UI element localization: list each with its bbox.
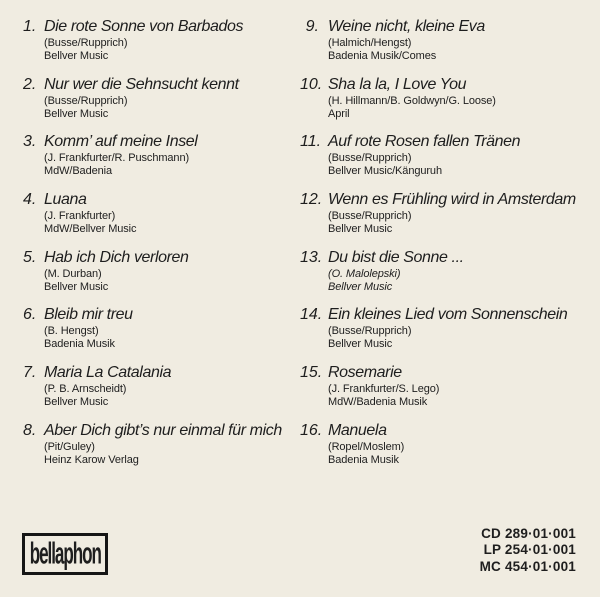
track-number: 1. — [23, 18, 37, 35]
track-number: 6. — [23, 306, 37, 324]
track-item — [300, 18, 598, 76]
track-item — [300, 191, 598, 249]
track-item — [23, 364, 297, 422]
track-item — [300, 249, 598, 307]
track-item — [23, 306, 297, 364]
track-publisher: April — [328, 107, 350, 120]
track-title: Du bist die Sonne ... — [328, 248, 464, 266]
track-details — [44, 422, 282, 480]
track-publisher: Bellver Music — [44, 396, 109, 409]
track-item — [23, 191, 297, 249]
track-number: 5. — [23, 248, 37, 266]
track-publisher: Bellver Music — [44, 107, 109, 120]
catalog-number-cd: CD 289·01·001 — [481, 526, 576, 541]
track-title: Auf rote Rosen fallen Tränen — [328, 133, 521, 151]
track-details — [328, 133, 520, 191]
track-credits: (J. Frankfurter/R. Puschmann) — [44, 152, 190, 165]
track-title: Maria La Catalania — [44, 364, 172, 382]
track-list-left — [23, 18, 297, 480]
track-title: Sha la la, I Love You — [328, 75, 467, 93]
track-credits: (Busse/Rupprich) — [328, 152, 412, 165]
track-publisher: Badenia Musik/Comes — [328, 50, 437, 62]
track-credits: (B. Hengst) — [44, 325, 99, 338]
track-title: Ein kleines Lied vom Sonnenschein — [328, 306, 568, 324]
track-publisher: Bellver Music — [328, 338, 393, 351]
track-details — [44, 364, 171, 422]
track-credits: (J. Frankfurter) — [44, 210, 116, 223]
track-publisher: Bellver Music — [44, 50, 109, 62]
track-title: Bleib mir treu — [44, 306, 133, 324]
catalog-number-mc: MC 454·01·001 — [479, 558, 576, 574]
track-publisher: MdW/Bellver Music — [44, 223, 137, 236]
track-number: 8. — [23, 421, 37, 439]
track-number: 12. — [300, 191, 323, 209]
track-details — [44, 76, 239, 134]
track-number: 11. — [300, 133, 322, 151]
track-publisher: Bellver Music — [328, 280, 393, 293]
track-details — [328, 364, 439, 422]
track-item — [300, 76, 598, 134]
track-details — [328, 306, 567, 364]
track-credits: (Pit/Guley) — [44, 440, 95, 453]
track-item — [300, 133, 598, 191]
track-publisher: MdW/Badenia Musik — [328, 396, 428, 409]
catalog-numbers — [480, 526, 576, 575]
track-number: 7. — [23, 364, 37, 382]
bellaphon-logo-text: bellaphon — [29, 536, 101, 571]
bellaphon-logo — [22, 533, 108, 575]
track-title: Wenn es Frühling wird in Amsterdam — [328, 191, 576, 209]
track-number: 3. — [23, 133, 37, 151]
track-list-right — [300, 18, 598, 480]
track-publisher: Bellver Music — [44, 280, 109, 293]
track-details — [328, 191, 576, 249]
track-credits: (M. Durban) — [44, 267, 102, 280]
track-number: 16. — [300, 421, 323, 439]
track-details — [44, 191, 136, 249]
track-item — [23, 133, 297, 191]
track-title: Weine nicht, kleine Eva — [328, 18, 485, 35]
track-details — [44, 133, 197, 191]
track-item — [300, 364, 598, 422]
catalog-number-lp: LP 254·01·001 — [483, 542, 576, 558]
track-title: Komm’ auf meine Insel — [44, 133, 198, 151]
track-details — [328, 76, 496, 134]
track-publisher: Bellver Music — [328, 223, 393, 236]
track-title: Nur wer die Sehnsucht kennt — [44, 75, 239, 93]
track-details — [328, 18, 485, 76]
track-number: 2. — [23, 75, 37, 93]
track-details — [328, 249, 464, 307]
track-details — [44, 18, 243, 76]
track-number: 4. — [23, 191, 37, 209]
track-credits: (J. Frankfurter/S. Lego) — [328, 383, 440, 396]
track-credits: (H. Hillmann/B. Goldwyn/G. Loose) — [328, 94, 496, 107]
track-details — [328, 422, 404, 480]
track-title: Hab ich Dich verloren — [44, 248, 189, 266]
track-title: Luana — [44, 191, 87, 209]
track-item — [23, 422, 297, 480]
track-title: Die rote Sonne von Barbados — [44, 18, 244, 35]
track-number: 13. — [300, 248, 323, 266]
track-credits: (P. B. Arnscheidt) — [44, 383, 127, 396]
track-publisher: Bellver Music/Känguruh — [328, 165, 442, 178]
track-publisher: MdW/Badenia — [44, 165, 112, 178]
track-number: 14. — [300, 306, 323, 324]
track-number: 9. — [305, 18, 319, 35]
track-credits: (Busse/Rupprich) — [44, 37, 128, 49]
track-credits: (Busse/Rupprich) — [328, 325, 412, 338]
track-title: Rosemarie — [328, 364, 402, 382]
track-item — [23, 18, 297, 76]
track-details — [44, 249, 189, 307]
track-item — [300, 422, 598, 480]
track-publisher: Heinz Karow Verlag — [44, 453, 139, 466]
track-title: Aber Dich gibt’s nur einmal für mich — [44, 421, 282, 439]
track-credits: (Busse/Rupprich) — [44, 94, 128, 107]
track-credits: (O. Malolepski) — [328, 267, 401, 280]
track-publisher: Badenia Musik — [44, 338, 115, 351]
track-credits: (Busse/Rupprich) — [328, 210, 412, 223]
track-item — [300, 306, 598, 364]
track-item — [23, 249, 297, 307]
track-number: 10. — [300, 75, 323, 93]
track-publisher: Badenia Musik — [328, 453, 399, 466]
track-title: Manuela — [328, 421, 387, 439]
track-credits: (Ropel/Moslem) — [328, 440, 405, 453]
track-details — [44, 306, 133, 364]
track-item — [23, 76, 297, 134]
track-number: 15. — [300, 364, 323, 382]
track-credits: (Halmich/Hengst) — [328, 37, 412, 49]
